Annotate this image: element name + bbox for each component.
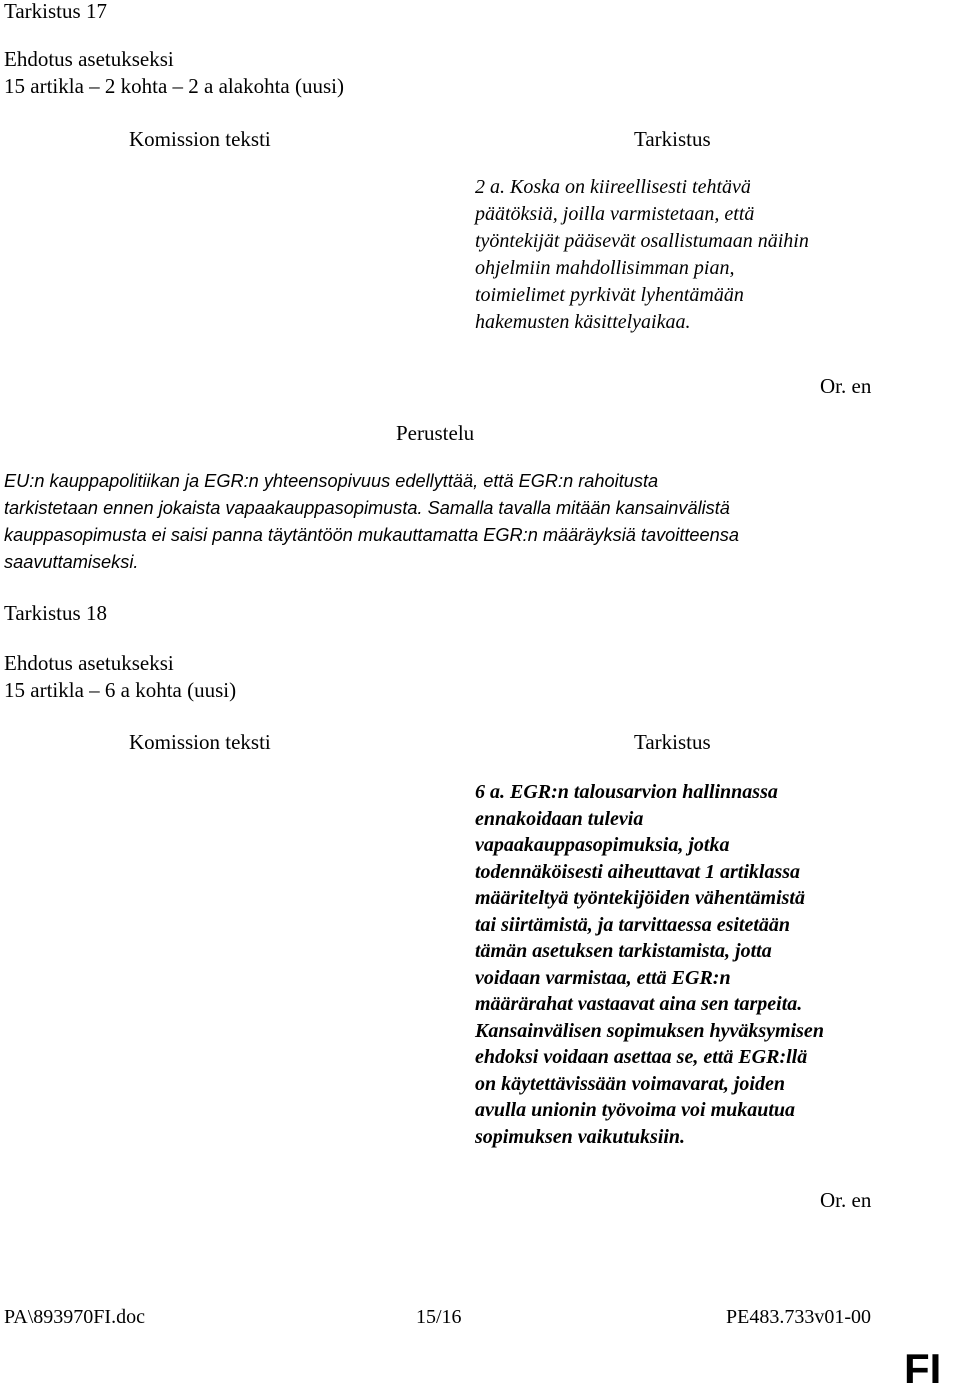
justification-line: EU:n kauppapolitiikan ja EGR:n yhteensopivuus edellyttää, että EGR:n rahoitusta: [4, 471, 659, 491]
amendment-text-line: määrärahat vastaavat aina sen tarpeita.: [475, 993, 803, 1015]
amendment-17-text: [475, 174, 915, 336]
footer-page-number: 15/16: [416, 1306, 462, 1328]
amendment-text-line: tämän asetuksen tarkistamista, jotta: [475, 940, 772, 962]
amendment-text-line: hakemusten käsittelyaikaa.: [475, 311, 691, 333]
amendment-text-line: päätöksiä, joilla varmistetaan, että: [475, 203, 755, 225]
amendment-column-header: Tarkistus: [634, 127, 711, 151]
justification-line: saavuttamiseksi.: [4, 552, 139, 572]
justification-text: [4, 468, 944, 576]
amendment-18-heading: Tarkistus 18: [4, 601, 107, 625]
amendment-text-line: ohjelmiin mahdollisimman pian,: [475, 257, 735, 279]
justification-line: tarkistetaan ennen jokaista vapaakauppasopimusta. Samalla tavalla mitään kansainvälistä: [4, 498, 730, 518]
amendment-text-line: sopimuksen vaikutuksiin.: [475, 1125, 686, 1148]
original-language-label: Or. en: [820, 1188, 872, 1212]
footer-document-reference: PA\893970FI.doc: [4, 1306, 145, 1328]
amendment-text-line: todennäköisesti aiheuttavat 1 artiklassa: [475, 860, 801, 883]
footer-pe-reference: PE483.733v01-00: [726, 1306, 871, 1328]
amendment-text-line: ennakoidaan tulevia: [475, 807, 644, 830]
amendment-text-line: Kansainvälisen sopimuksen hyväksymisen: [475, 1019, 824, 1042]
amendment-text-line: vapaakauppasopimuksia, jotka: [475, 834, 730, 856]
amendment-text-line: määriteltyä työntekijöiden vähentämistä: [475, 887, 805, 909]
amendment-text-line: työntekijät pääsevät osallistumaan näihin: [475, 230, 809, 252]
amendment-text-line: toimielimet pyrkivät lyhentämään: [475, 284, 744, 306]
amendment-text-line: tai siirtämistä, ja tarvittaessa esitetään: [475, 913, 791, 936]
justification-heading: Perustelu: [396, 421, 475, 445]
amendment-18-reference: 15 artikla – 6 a kohta (uusi): [4, 678, 237, 702]
amendment-18-proposal: Ehdotus asetukseksi: [4, 651, 174, 675]
commission-text-column-header: Komission teksti: [129, 730, 271, 754]
amendment-text-line: avulla unionin työvoima voi mukautua: [475, 1099, 796, 1121]
amendment-text-line: on käytettävissään voimavarat, joiden: [475, 1072, 785, 1095]
amendment-text-line: voidaan varmistaa, että EGR:n: [475, 966, 731, 989]
amendment-text-line: ehdoksi voidaan asettaa se, että EGR:llä: [475, 1046, 808, 1068]
amendment-text-line: 6 a. EGR:n talousarvion hallinnassa: [475, 781, 778, 803]
commission-text-column-header: Komission teksti: [129, 127, 271, 151]
amendment-text-line: 2 a. Koska on kiireellisesti tehtävä: [475, 176, 751, 198]
amendment-column-header: Tarkistus: [634, 730, 711, 754]
original-language-label: Or. en: [820, 374, 872, 398]
justification-line: kauppasopimusta ei saisi panna täytäntöön mukauttamatta EGR:n määräyksiä tavoitteensa: [4, 525, 739, 545]
amendment-18-text: [475, 779, 945, 1150]
amendment-17-heading: Tarkistus 17: [4, 0, 107, 23]
amendment-17-reference: 15 artikla – 2 kohta – 2 a alakohta (uusi): [4, 74, 344, 98]
amendment-17-proposal: Ehdotus asetukseksi: [4, 47, 174, 71]
footer-language-mark: FI: [904, 1345, 942, 1392]
